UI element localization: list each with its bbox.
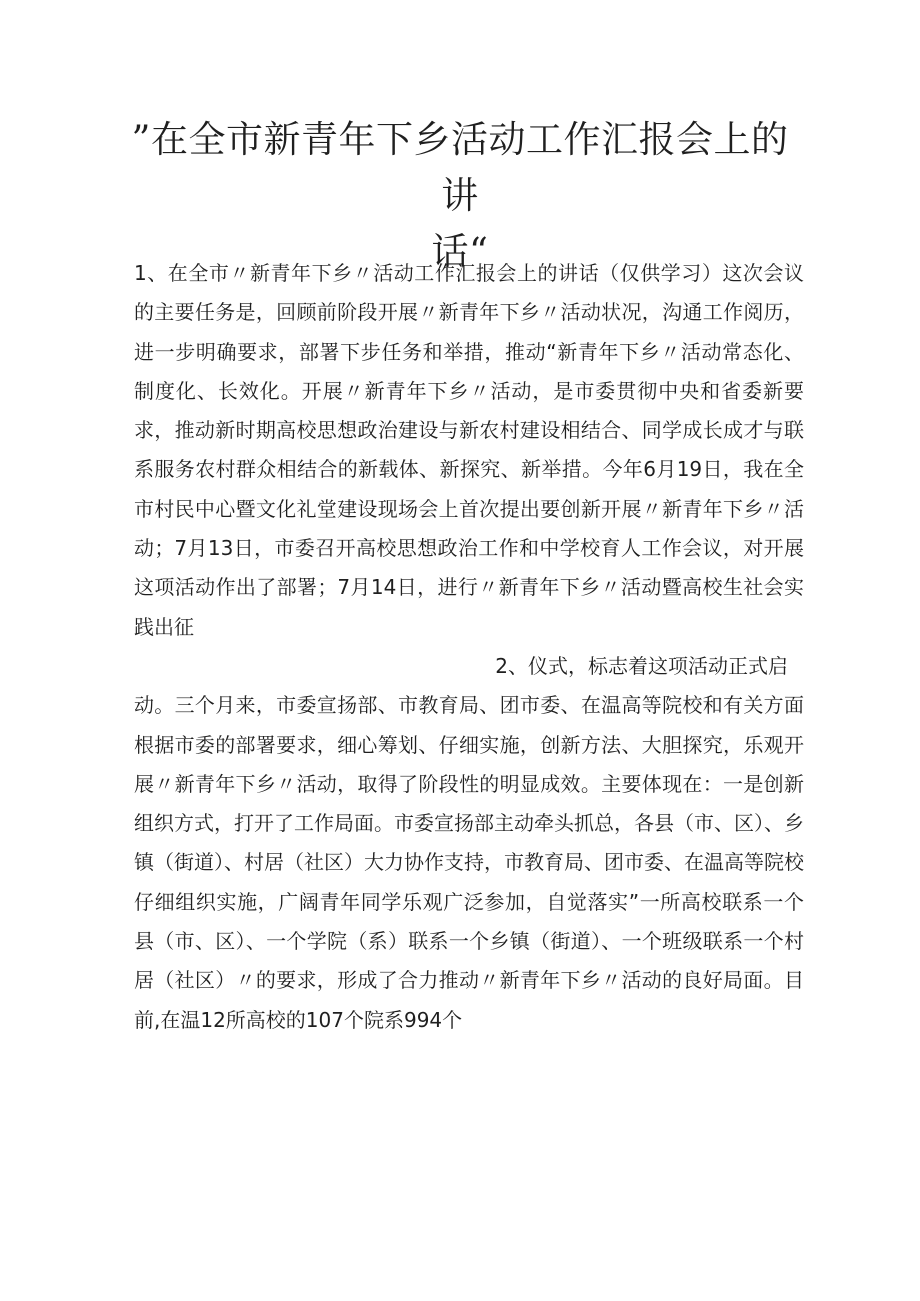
paragraph-1: 1、在全市〃新青年下乡〃活动工作汇报会上的讲话（仅供学习）这次会议的主要任务是，回顾前阶段开展〃新青年下乡〃活动状况，沟通工作阅历，进一步明确要求，部署下步任务和举措，推动“新青年下乡〃活动常态化、制度化、长效化。开展〃新青年下乡〃活动，是市委贯彻中央和省委新要求，推动新时期高校思想政治建设与新农村建设相结合、同学成长成才与联系服务农村群众相结合的新载体、新探究、新举措。今年6月19日，我在全市村民中心暨文化礼堂建设现场会上首次提出要创新开展〃新青年下乡〃活动；7月13日，市委召开高校思想政治工作和中学校育人工作会议，对开展这项活动作出了部署；7月14日，进行〃新青年下乡〃活动暨高校生社会实践出征 <box>134 261 804 639</box>
paragraph-2-body: 动。三个月来，市委宣扬部、市教育局、团市委、在温高等院校和有关方面根据市委的部署要求，细心筹划、仔细实施，创新方法、大胆探究，乐观开展〃新青年下乡〃活动，取得了阶段性的明显成效。主要体现在：一是创新组织方式，打开了工作局面。市委宣扬部主动牵头抓总，各县（市、区）、乡镇（街道）、村居（社区）大力协作支持，市教育局、团市委、在温高等院校仔细组织实施，广阔青年同学乐观广泛参加，自觉落实”一所高校联系一个县（市、区）、一个学院（系）联系一个乡镇（街道）、一个班级联系一个村居（社区）〃的要求，形成了合力推动〃新青年下乡〃活动的良好局面。目前,在温12所高校的107个院系994个 <box>134 693 804 1032</box>
title-line-1: ”在全市新青年下乡活动工作汇报会上的讲 <box>131 118 789 217</box>
paragraph-2 <box>134 647 804 1040</box>
document-body <box>134 254 804 1040</box>
paragraph-2-first-line: 2、仪式，标志着这项活动正式启 <box>495 653 788 678</box>
title-line-2: 话“ <box>431 230 489 273</box>
